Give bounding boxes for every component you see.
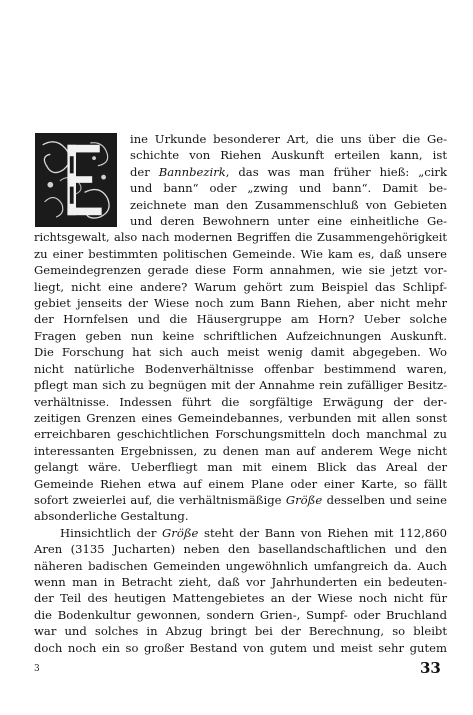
text-line: die Bodenkultur gewonnen, sondern Grien-, Sumpf- oder Bruchland [34,607,447,622]
text-line: und deren Bewohnern unter eine einheitliche Ge- [130,214,447,229]
text-line: gebiet jenseits der Wiese noch zum Bann Riehen, aber nicht mehr [34,296,447,311]
body-text [34,131,447,656]
text-line: liegt, nicht eine andere? Warum gehört zum Beispiel das Schlipf- [34,279,447,294]
text-line: Hinsichtlich der Größe steht der Bann von Riehen mit 112,860 [60,525,447,540]
text-line: der Hornfelsen und die Häusergruppe am Horn? Ueber solche [34,312,447,327]
text-line: Fragen geben nun keine schriftlichen Aufzeichnungen Auskunft. [34,328,447,343]
text-line: wenn man in Betracht zieht, daß vor Jahrhunderten ein bedeuten- [34,574,447,589]
text-line: zu einer bestimmten politischen Gemeinde. Wie kam es, daß unsere [34,246,447,261]
text-line: ine Urkunde besonderer Art, die uns über die Ge- [130,132,447,146]
emphasis: Größe [285,492,323,507]
emphasis: Größe [162,525,199,540]
text-line: zeitigen Grenzen eines Gemeindebannes, verbunden mit allen sonst [34,410,447,425]
text-line: Gemeindegrenzen gerade diese Form annahmen, wie sie jetzt vor- [34,263,447,278]
text-line: der Bannbezirk, das was man früher hieß: „cirk [130,164,447,179]
text-line: näheren badischen Gemeinden ungewöhnlich umfangreich da. Auch [34,558,447,573]
text-line: sofort zweierlei auf, die verhältnismäßige Größe desselben und seine [34,492,447,507]
text-line: Gemeinde Riehen etwa auf einem Plane oder einer Karte, so fällt [34,476,447,491]
text-line: absonderliche Gestaltung. [34,509,189,524]
text-line: Aren (3135 Jucharten) neben den basellandschaftlichen und den [34,542,447,557]
text-line: gelangt wäre. Ueberfliegt man mit einem Blick das Areal der [34,460,447,475]
text-line: nicht natürliche Bodenverhältnisse offenbar bestimmend waren, [34,361,447,376]
text-line: schichte von Riehen Auskunft erteilen kann, ist [130,148,447,163]
text-line: war und solches in Abzug bringt bei der Berechnung, so bleibt [34,624,447,639]
emphasis: Bannbezirk [158,164,226,179]
text-line: verhältnisse. Indessen führt die sorgfältige Erwägung der der- [34,394,447,409]
text-line: und bann“ oder „zwing und bann“. Damit be- [130,181,447,196]
text-line: erreichbaren geschichtlichen Forschungsmitteln doch manchmal zu [34,427,447,442]
text-line: interessanten Ergebnissen, zu denen man auf anderem Wege nicht [34,443,447,458]
page-number: 33 [420,659,441,677]
text-line: Die Forschung hat sich auch meist wenig damit abgegeben. Wo [34,345,447,360]
text-line: der Teil des heutigen Mattengebietes an der Wiese noch nicht für [34,591,447,606]
text-line: pflegt man sich zu begnügen mit der Annahme rein zufälliger Besitz- [34,378,447,393]
text-line: zeichnete man den Zusammenschluß von Gebieten [130,197,447,212]
text-line: richtsgewalt, also nach modernen Begriffen die Zusammengehörigkeit [34,230,447,245]
text-line: doch noch ein so großer Bestand von gutem und meist sehr gutem [34,640,447,655]
signature-mark: 3 [34,664,40,674]
